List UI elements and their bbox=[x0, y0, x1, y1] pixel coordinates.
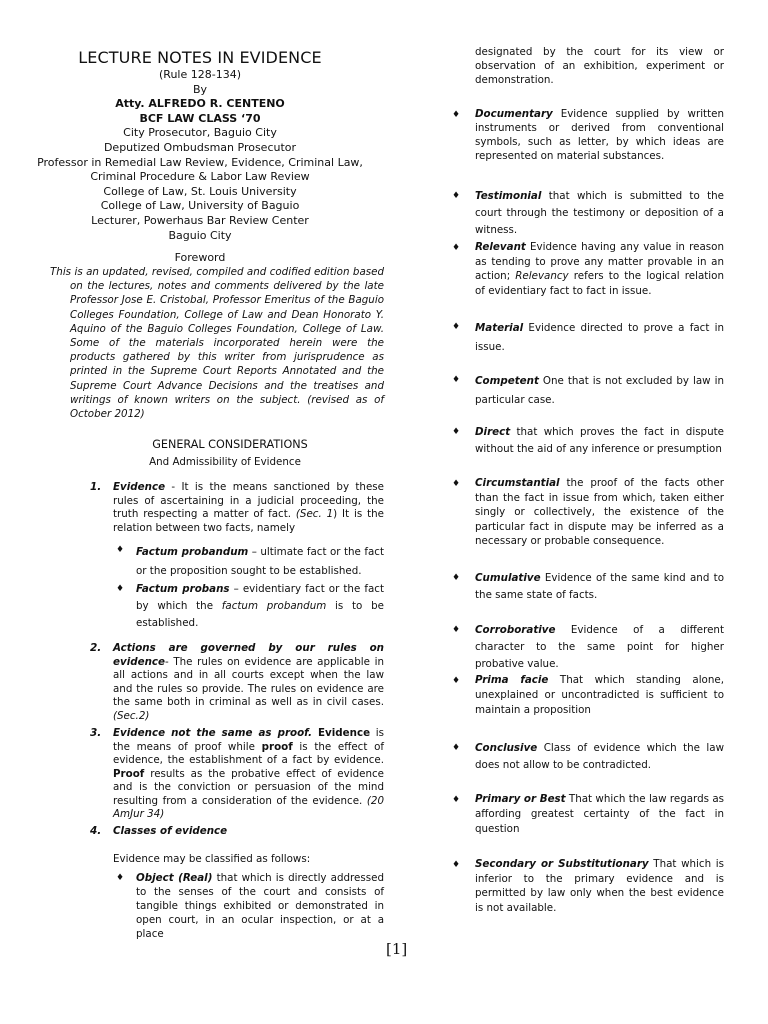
class-text: Evidence of a different character to the same point for higher probative value. bbox=[475, 624, 724, 670]
class-term: Competent bbox=[475, 375, 539, 387]
bullet-icon: ♦ bbox=[452, 375, 461, 385]
section-number: 2. bbox=[90, 642, 102, 654]
section-text: ) It is the relation between two facts, namely bbox=[113, 508, 384, 534]
section-number: 3. bbox=[90, 727, 102, 739]
class-testimonial bbox=[475, 188, 724, 239]
class-competent bbox=[475, 372, 724, 410]
general-considerations-heading: GENERAL CONSIDERATIONS bbox=[152, 438, 308, 451]
section-3 bbox=[113, 727, 384, 822]
keyword: Evidence bbox=[312, 727, 371, 739]
class-term: Circumstantial bbox=[475, 477, 560, 489]
class-text: the proof of the facts other than the fact in issue from which, taken either singly or collectively, the existence of the particular fact in dispute may be inferred as a necessary or probable consequence. bbox=[475, 477, 724, 547]
section-4-heading: Classes of evidence bbox=[113, 825, 228, 837]
class-text: that which proves the fact in dispute without the aid of any inference or presumption bbox=[475, 426, 724, 455]
class-text: refers to the logical relation of evidentiary fact to fact in issue. bbox=[475, 270, 724, 297]
section-text: is the effect of evidence, the establishment of a fact by evidence. bbox=[113, 740, 385, 766]
credential-line: Deputized Ombudsman Prosecutor bbox=[103, 140, 297, 154]
credential-line: Baguio City bbox=[168, 228, 232, 242]
bullet-icon: ♦ bbox=[452, 860, 461, 870]
keyword: proof bbox=[261, 740, 293, 753]
section-4-intro: Evidence may be classified as follows: bbox=[113, 853, 311, 865]
subitem-object bbox=[136, 871, 384, 941]
bullet-icon: ♦ bbox=[116, 545, 125, 555]
citation: (Sec. 1 bbox=[295, 508, 334, 520]
class-term: Direct bbox=[475, 426, 511, 438]
bullet-icon: ♦ bbox=[452, 625, 461, 635]
section-text: - It is the means sanctioned by these rules of ascertaining in a judicial proceeding, the truth respecting a matter of fact. bbox=[113, 481, 384, 520]
class-text: Class of evidence which the law does not allow to be contradicted. bbox=[475, 742, 724, 771]
class-text: Evidence directed to prove a fact in issue. bbox=[475, 322, 724, 353]
class-term: Material bbox=[475, 322, 524, 334]
class-text: That which the law regards as affording greatest certainty of the fact in question bbox=[475, 793, 724, 835]
class-cumulative bbox=[475, 570, 724, 604]
subitem-factum-probandum bbox=[136, 543, 384, 581]
class-term: Conclusive bbox=[475, 742, 538, 754]
subitem-italic: factum probandum bbox=[221, 600, 327, 612]
section-number: 4. bbox=[90, 825, 102, 837]
section-text: results as the probative effect of evidence and is the conviction or persuasion of the mind resulting from a consideration of the evidence. bbox=[113, 767, 384, 807]
class-conclusive bbox=[475, 740, 724, 774]
subitem-text: is to be established. bbox=[136, 600, 384, 629]
section-term: Evidence not the same as proof. bbox=[113, 727, 312, 739]
class-term: Prima facie bbox=[475, 674, 549, 686]
credential-line: College of Law, University of Baguio bbox=[100, 199, 300, 213]
class-term: Relevant bbox=[475, 241, 526, 253]
class-text: that which is submitted to the court through the testimony or deposition of a witness. bbox=[475, 190, 724, 236]
class-term: Cumulative bbox=[475, 572, 541, 584]
class-text: Evidence supplied by written instruments or derived from conventional symbols, such as letter, by which ideas are represented on material substances. bbox=[475, 108, 724, 162]
credential-line: Criminal Procedure & Labor Law Review bbox=[90, 170, 310, 184]
class-text: That which standing alone, unexplained or uncontradicted is sufficient to maintain a proposition bbox=[475, 674, 724, 716]
class-term: Primary or Best bbox=[475, 793, 566, 805]
class-term: Secondary or Substitutionary bbox=[475, 858, 649, 870]
section-text: - The rules on evidence are applicable in all actions and in all courts except when the law and the rules so provide. The rules on evidence are the same both in criminal as well as in civil cases. bbox=[113, 655, 384, 708]
bullet-icon: ♦ bbox=[452, 676, 461, 686]
class-italic: Relevancy bbox=[515, 270, 569, 282]
class-primary-or-best bbox=[475, 792, 724, 837]
bullet-icon: ♦ bbox=[452, 795, 461, 805]
credential-line: Professor in Remedial Law Review, Evidence, Criminal Law, bbox=[37, 155, 363, 169]
document-title: LECTURE NOTES IN EVIDENCE bbox=[78, 48, 322, 67]
bullet-icon: ♦ bbox=[452, 191, 461, 201]
subitem-term: Object (Real) bbox=[136, 872, 213, 884]
class-prima-facie bbox=[475, 673, 724, 718]
class-term: Documentary bbox=[475, 108, 553, 120]
class-text: That which is inferior to the primary evidence and is permitted by law only when the best evidence is not available. bbox=[475, 858, 724, 914]
class-documentary bbox=[475, 107, 724, 163]
bullet-icon: ♦ bbox=[452, 573, 461, 583]
credential-line: College of Law, St. Louis University bbox=[103, 184, 297, 198]
bullet-icon: ♦ bbox=[452, 110, 461, 120]
keyword: Proof bbox=[113, 767, 145, 780]
section-number: 1. bbox=[90, 481, 102, 493]
subitem-term: Factum probandum bbox=[136, 546, 249, 558]
class-material bbox=[475, 319, 724, 357]
section-term: Actions are governed by our rules on evidence bbox=[113, 642, 384, 668]
class-text: Evidence of the same kind and to the same state of facts. bbox=[475, 572, 724, 601]
credential-line: Lecturer, Powerhaus Bar Review Center bbox=[91, 213, 309, 227]
author-name: Atty. ALFREDO R. CENTENO bbox=[115, 97, 285, 111]
bullet-icon: ♦ bbox=[116, 873, 125, 883]
class-text: Evidence having any value in reason as tending to prove any matter provable in an action; bbox=[475, 241, 724, 282]
subitem-term: Factum probans bbox=[136, 583, 230, 595]
subitem-factum-probans bbox=[136, 581, 384, 632]
class-term: Corroborative bbox=[475, 624, 556, 636]
page-number: [1] bbox=[386, 940, 408, 958]
class-text: One that is not excluded by law in particular case. bbox=[475, 375, 724, 406]
section-1 bbox=[113, 481, 384, 535]
author-class: BCF LAW CLASS ‘70 bbox=[139, 111, 261, 125]
class-term: Testimonial bbox=[475, 190, 542, 202]
section-2 bbox=[113, 642, 384, 723]
bullet-icon: ♦ bbox=[452, 427, 461, 437]
section-term: Evidence bbox=[113, 481, 166, 493]
bullet-icon: ♦ bbox=[452, 322, 461, 332]
credential-line: City Prosecutor, Baguio City bbox=[123, 126, 277, 140]
class-corroborative bbox=[475, 622, 724, 673]
class-circumstantial bbox=[475, 476, 724, 549]
subitem-text: that which is directly addressed to the senses of the court and consists of tangible things exhibited or demonstrated in open court, in an ocular inspection, or at a place bbox=[136, 872, 384, 940]
continued-text: designated by the court for its view or observation of an exhibition, experiment or demonstration. bbox=[475, 46, 724, 86]
class-secondary bbox=[475, 857, 724, 915]
bullet-icon: ♦ bbox=[452, 743, 461, 753]
bullet-icon: ♦ bbox=[452, 243, 461, 253]
subitem-text: – evidentiary fact or the fact by which the bbox=[136, 583, 384, 612]
citation: (Sec.2) bbox=[113, 709, 150, 722]
foreword-heading: Foreword bbox=[174, 251, 226, 264]
by-line: By bbox=[192, 82, 208, 96]
foreword-text: This is an updated, revised, compiled and codified edition based on the lectures, notes and comments delivered by the late Professor Jose E. Cristobal, Professor Emeritus of the Baguio Colleges Foundation, College of Law and Dean Honorato Y. Aquino of the Baguio Colleges Foundation, College of Law. Some of the materials incorporated herein were the products gathered by this writer from jurisprudence as printed in the Supreme Court Reports Annotated and the Supreme Court Advance Decisions and the treatises and writings of known writers on the subject. (revised as of October 2012) bbox=[50, 266, 384, 421]
bullet-icon: ♦ bbox=[116, 584, 125, 594]
bullet-icon: ♦ bbox=[452, 479, 461, 489]
citation: (20 AmJur 34) bbox=[113, 794, 384, 820]
class-relevant bbox=[475, 240, 724, 298]
class-direct bbox=[475, 424, 724, 458]
general-considerations-subheading: And Admissibility of Evidence bbox=[149, 456, 301, 468]
subitem-text: – ultimate fact or the fact or the proposition sought to be established. bbox=[136, 546, 384, 577]
document-header bbox=[0, 68, 400, 243]
rule-range: (Rule 128-134) bbox=[159, 68, 241, 81]
section-text: is the means of proof while bbox=[113, 727, 385, 753]
